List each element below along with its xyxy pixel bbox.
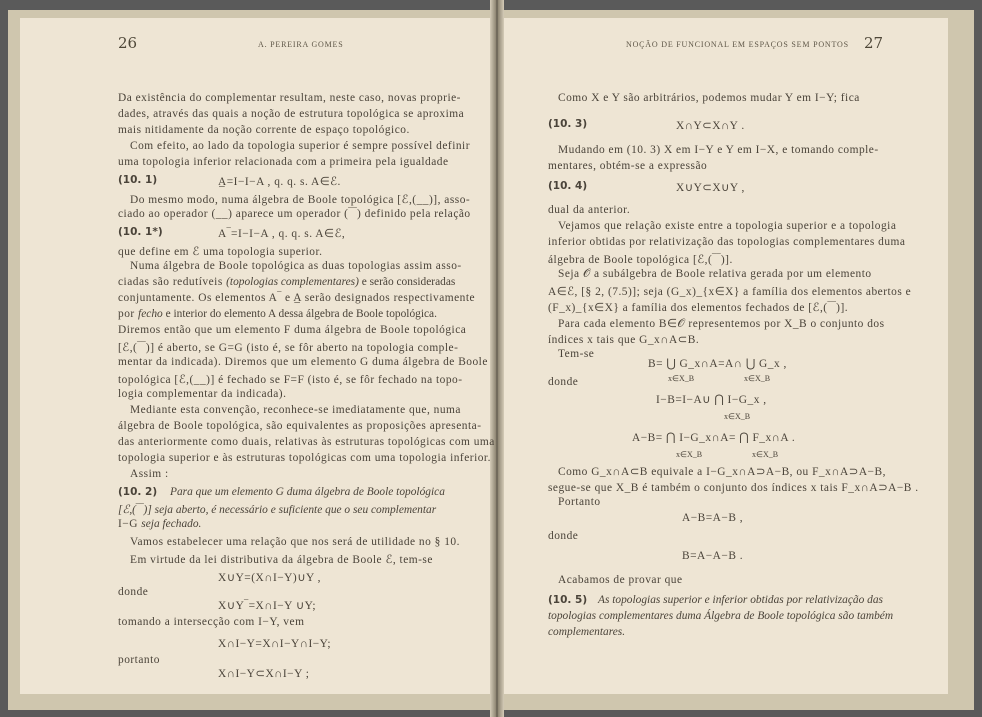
text-segment: Portanto (558, 496, 601, 508)
text-line (548, 376, 578, 388)
running-head-right: NOÇÃO DE FUNCIONAL EM ESPAÇOS SEM PONTOS (626, 40, 849, 49)
index-subscript: x∈X_B (676, 450, 703, 459)
text-line (548, 626, 625, 638)
text-line (218, 174, 341, 188)
text-line (218, 638, 331, 650)
text-segment: topológica [ℰ,(__)] é fechado se F=F (isto é, se fôr fechado na topo- (118, 374, 463, 386)
text-segment: Com efeito, ao lado da topologia superior é sempre possível definir (130, 140, 471, 152)
italic-segment: fecho (138, 308, 163, 320)
running-head-left: A. PEREIRA GOMES (258, 40, 344, 49)
italic-segment: seja fechado. (141, 518, 202, 530)
text-segment: A∈ℰ, [§ 2, (7.5)]; seja (G_x)_{x∈X} a família dos elementos abertos e (548, 286, 912, 298)
text-line (656, 392, 767, 406)
text-segment: álgebra de Boole topológica, são equivalentes as proposições apresenta- (118, 420, 482, 432)
text-segment: B= ⋃ G_x∩A=A∩ ⋃ G_x , (648, 358, 787, 370)
text-line (118, 244, 323, 258)
text-segment: Para cada elemento B∈𝒪 representemos por X_B o conjunto dos (558, 318, 885, 330)
text-line (130, 192, 470, 206)
text-line (118, 388, 286, 400)
text-segment: Seja 𝒪 a subálgebra de Boole relativa gerada por um elemento (558, 268, 872, 280)
text-line (676, 180, 745, 194)
text-line (118, 108, 464, 120)
text-line (130, 468, 169, 480)
equation-label: (10. 5) (548, 594, 588, 606)
italic-segment: topologias complementares duma Álgebra de Boole topológica são também (548, 610, 894, 622)
text-line (558, 220, 896, 232)
text-line (118, 420, 482, 432)
page-number-left: 26 (118, 34, 138, 52)
text-segment: Vamos estabelecer uma relação que nos será de utilidade no § 10. (130, 536, 460, 548)
text-segment: das anteriormente como duais, relativas às estruturas topológicas com uma (118, 436, 495, 448)
text-segment: Como G_x∩A⊂B equivale a I−G_x∩A⊃A−B, ou F_x∩A⊃A−B, (558, 466, 886, 478)
text-segment: Vejamos que relação existe entre a topologia superior e a topologia (558, 220, 897, 232)
text-line (118, 586, 148, 598)
text-segment: X∪Y=(X∩I−Y)∪Y , (218, 572, 322, 584)
text-line (558, 268, 872, 281)
text-segment: [ℰ,(‾‾)] é aberto, se G=G (isto é, se fôr aberto na topologia comple- (118, 342, 459, 354)
text-segment: Do mesmo modo, numa álgebra de Boole topológica [ℰ,(__)], asso- (130, 194, 471, 206)
book-gutter (490, 0, 504, 717)
text-line (558, 348, 594, 360)
text-segment: uma topologia inferior relacionada com a primeira pela igualdade (118, 156, 449, 168)
text-segment: mentares, obtém-se a expressão (548, 160, 708, 172)
text-line (118, 292, 475, 304)
text-line (598, 594, 883, 606)
italic-segment: (topologias complementares) (226, 276, 359, 288)
text-segment: índices x tais que G_x∩A⊂B. (548, 334, 700, 346)
text-line (218, 226, 345, 240)
text-segment: dades, através das quais a noção de estrutura topológica se aproxima (118, 108, 465, 120)
text-segment: Em virtude da lei distributiva da álgebra de Boole ℰ, tem-se (130, 554, 433, 566)
text-line (118, 654, 160, 666)
text-line (548, 284, 911, 298)
text-line (118, 436, 495, 448)
text-line (118, 308, 437, 320)
equation-label: (10. 3) (548, 118, 588, 130)
text-segment: I−G (118, 518, 142, 530)
text-segment: X∪Y⊂X∪Y , (676, 182, 745, 194)
text-line (548, 332, 699, 346)
text-line (548, 252, 733, 266)
index-subscript: x∈X_B (724, 412, 751, 421)
text-segment: Assim : (130, 468, 169, 480)
text-line (558, 496, 601, 508)
text-line (558, 92, 860, 104)
text-line (118, 124, 410, 136)
text-segment: donde (548, 530, 579, 542)
text-segment: X∩I−Y⊂X∩I−Y ; (218, 668, 310, 680)
text-segment: Acabamos de provar que (558, 574, 683, 586)
text-segment: e interior do elemento A dessa álgebra de Boole topológica. (162, 308, 437, 320)
text-line (548, 530, 578, 542)
text-line (118, 92, 461, 104)
text-line (548, 300, 848, 314)
italic-segment: As topologias superior e inferior obtidas por relativização das (598, 594, 883, 606)
text-segment: portanto (118, 654, 160, 666)
text-segment: donde (118, 586, 149, 598)
text-line (118, 356, 488, 368)
text-segment: tomando a intersecção com I−Y, vem (118, 616, 305, 628)
text-line (548, 160, 707, 172)
text-segment: (F_x)_{x∈X} a família dos elementos fechados de [ℰ,(‾‾)]. (548, 302, 849, 314)
text-line (118, 518, 201, 530)
text-segment: inferior obtidas por relativização das topologias complementares duma (548, 236, 906, 248)
text-segment: Como X e Y são arbitrários, podemos mudar Y em I−Y; fica (558, 92, 860, 104)
text-segment: mais nitidamente da noção corrente de espaço topológico. (118, 124, 410, 136)
index-subscript: x∈X_B (668, 374, 695, 383)
text-line (130, 260, 462, 272)
text-line (648, 356, 787, 370)
text-line (118, 276, 455, 288)
equation-label: (10. 2) (118, 486, 158, 498)
text-line (218, 666, 309, 680)
text-line (118, 324, 466, 336)
italic-segment: [ℰ,(‾‾)] seja aberto, é necessário e suficiente que o seu complementar (118, 504, 437, 516)
text-line (548, 204, 630, 216)
index-subscript: x∈X_B (752, 450, 779, 459)
text-segment: conjuntamente. Os elementos A‾ e A̲ serão designados respectivamente (118, 292, 476, 304)
text-segment: logia complementar da indicada). (118, 388, 287, 400)
text-segment: donde (548, 376, 579, 388)
text-segment: B=A−A−B . (682, 550, 744, 562)
text-line (632, 430, 795, 444)
text-segment: A−B= ⋂ I−G_x∩A= ⋂ F_x∩A . (632, 432, 796, 444)
text-segment: segue-se que X_B é também o conjunto dos índices x tais F_x∩A⊃A−B . (548, 482, 919, 494)
text-line (558, 144, 879, 156)
equation-label: (10. 1) (118, 174, 158, 186)
text-segment: topologia superior e às estruturas topológicas com uma topologia inferior. (118, 452, 491, 464)
text-segment: A−B=A−B , (682, 512, 744, 524)
text-segment: Da existência do complementar resultam, neste caso, novas proprie- (118, 92, 461, 104)
text-line (170, 486, 445, 498)
text-line (218, 570, 321, 584)
text-line (118, 616, 304, 628)
text-line (218, 598, 316, 612)
text-line (682, 512, 743, 524)
text-segment: Tem-se (558, 348, 595, 360)
text-line (130, 536, 460, 548)
italic-segment: Para que um elemento G duma álgebra de Boole topológica (170, 486, 445, 498)
text-segment: X∪Y‾=X∩I−Y ∪Y; (218, 600, 317, 612)
page-number-right: 27 (864, 34, 884, 52)
text-segment: X∩Y⊂X∩Y . (676, 120, 745, 132)
equation-label: (10. 1*) (118, 226, 163, 238)
text-line (548, 610, 893, 622)
text-line (558, 316, 885, 331)
text-line (118, 502, 436, 516)
text-line (130, 404, 461, 416)
italic-segment: complementares. (548, 626, 626, 638)
text-line (558, 464, 886, 478)
text-segment: álgebra de Boole topológica [ℰ,(‾‾)]. (548, 254, 733, 266)
text-line (118, 208, 471, 220)
text-segment: mentar da indicada). Diremos que um elemento G duma álgebra de Boole (118, 356, 488, 368)
text-line (130, 140, 470, 152)
text-segment: ciado ao operador (__) aparece um operador (‾‾) definido pela relação (118, 208, 471, 220)
text-line (558, 574, 683, 586)
text-segment: que define em ℰ uma topologia superior. (118, 246, 323, 258)
text-segment: Numa álgebra de Boole topológica as duas topologias assim asso- (130, 260, 462, 272)
text-line (682, 550, 743, 562)
text-segment: A‾=I−I−A , q. q. s. A∈ℰ, (218, 228, 346, 240)
text-segment: ciadas são redutíveis (118, 276, 227, 288)
text-segment: por (118, 308, 139, 320)
text-line (118, 452, 491, 464)
text-segment: Mudando em (10. 3) X em I−Y e Y em I−X, e tomando comple- (558, 144, 879, 156)
text-segment: X∩I−Y=X∩I−Y∩I−Y; (218, 638, 332, 650)
text-line (118, 340, 458, 354)
text-segment: Mediante esta convenção, reconhece-se imediatamente que, numa (130, 404, 461, 416)
index-subscript: x∈X_B (744, 374, 771, 383)
text-line (118, 372, 463, 386)
equation-label: (10. 4) (548, 180, 588, 192)
text-line (548, 480, 919, 494)
text-line (130, 552, 433, 566)
text-segment: A̲=I−I−A , q. q. s. A∈ℰ. (218, 176, 341, 188)
text-segment: e serão consideradas (358, 276, 456, 288)
text-segment: I−B=I−A∪ ⋂ I−G_x , (656, 394, 767, 406)
text-line (676, 118, 745, 132)
text-segment: dual da anterior. (548, 204, 631, 216)
text-line (118, 156, 449, 168)
text-line (548, 236, 905, 248)
text-segment: Diremos então que um elemento F duma álgebra de Boole topológica (118, 324, 467, 336)
